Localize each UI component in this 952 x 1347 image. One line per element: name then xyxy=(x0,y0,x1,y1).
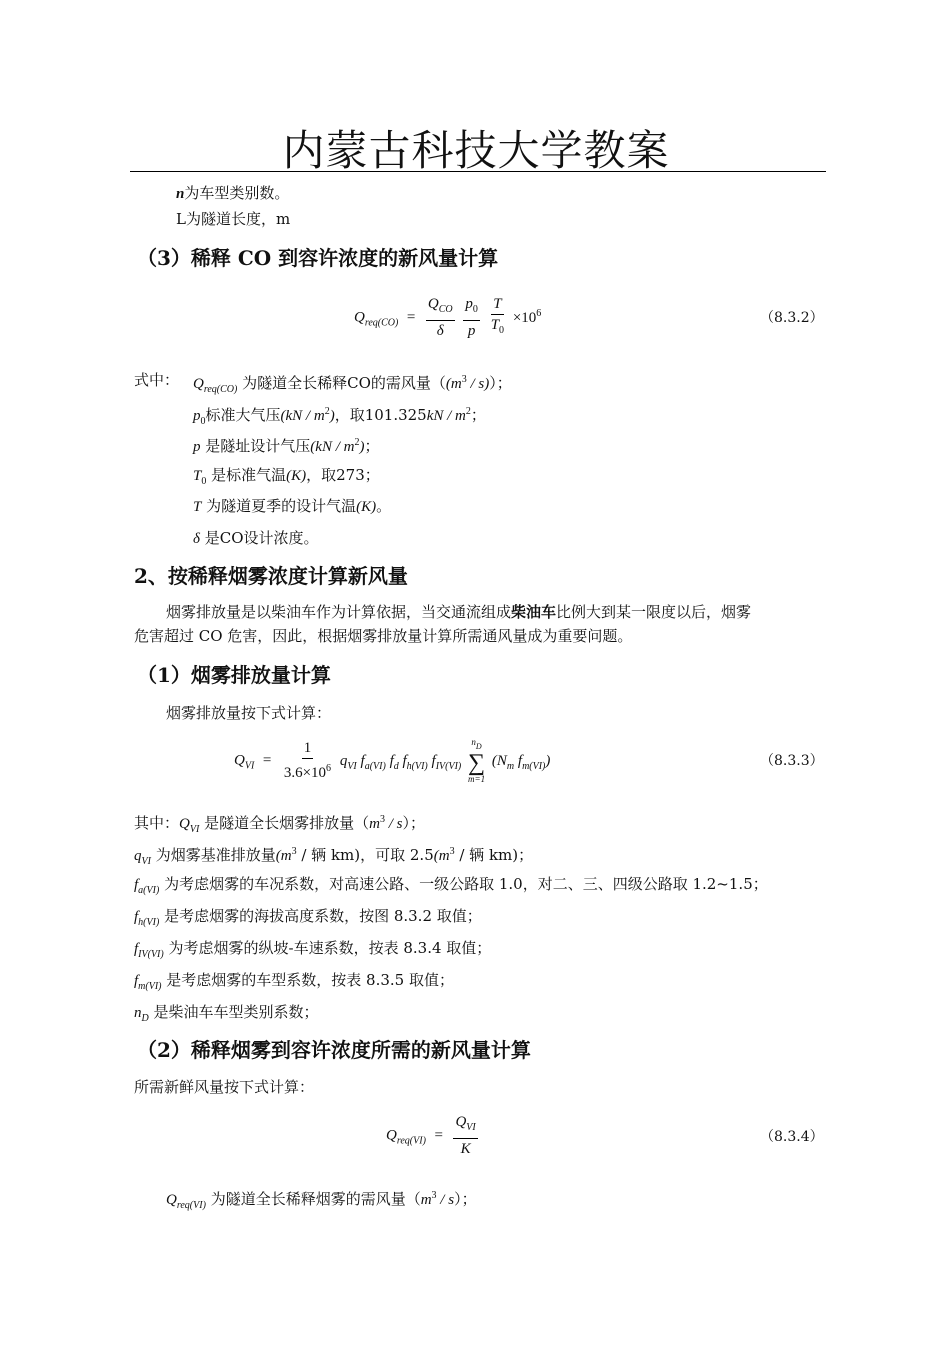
section-heading-smoke-dilution: （2）稀释烟雾到容许浓度所需的新风量计算 xyxy=(137,1038,531,1062)
delta-definition: δ 是CO设计浓度。 xyxy=(193,529,319,547)
fh-definition: $f_{h(VI)}$ 是考虑烟雾的海拔高度系数，按图 8.3.2 取值； xyxy=(134,907,482,928)
smoke-dilution-intro: 所需新鲜风量按下式计算： xyxy=(134,1078,315,1096)
n-definition: n为车型类别数。 xyxy=(176,184,290,202)
equation-number-8-3-2: （8.3.2） xyxy=(760,310,824,326)
equation-8-3-2: $Q_{req(CO)}$ = $\frac{Q_{CO}}{\delta}$ $\frac{p_0}{p}$ $\frac{T}{T_0}$ $\times 10^6$ xyxy=(354,296,542,339)
equation-number-8-3-3: （8.3.3） xyxy=(760,753,824,769)
nd-definition: $n_D$ 是柴油车车型类别系数； xyxy=(134,1003,319,1024)
q-req-co-definition: $Q_{req(CO)}$ 为隧道全长稀释CO的需风量$((m^3 / s))$； xyxy=(193,374,512,395)
equation-number-8-3-4: （8.3.4） xyxy=(760,1129,824,1145)
T0-definition: $T_0$ 是标准气温(K)，取273； xyxy=(193,466,380,487)
p0-definition: $p_0$标准大气压$(kN / m^2)$，取$101.325kN / m^2$； xyxy=(193,406,486,427)
section-heading-smoke-emission: （1）烟雾排放量计算 xyxy=(137,663,331,687)
smoke-paragraph-line1: 烟雾排放量是以柴油车作为计算依据，当交通流组成柴油车比例大到某一限度以后，烟雾 xyxy=(166,603,752,621)
p-definition: p 是隧址设计气压$(kN / m^2)$； xyxy=(193,437,380,455)
q-base-definition: $q_{VI}$ 为烟雾基准排放量($m^3$ / 辆 km)，可取 $2.5(m^3$ / 辆 km)； xyxy=(134,846,534,867)
q-req-vi-definition: $Q_{req(VI)}$ 为隧道全长稀释烟雾的需风量$(m^3 / s)$； xyxy=(166,1190,477,1211)
fiv-definition: $f_{IV(VI)}$ 为考虑烟雾的纵坡-车速系数，按表 8.3.4 取值； xyxy=(134,939,492,960)
equation-8-3-4: $Q_{req(VI)}$ = $\frac{Q_{VI}}{K}$ xyxy=(386,1114,476,1157)
qvi-definition: 其中：$Q_{VI}$ 是隧道全长烟雾排放量$(m^3 / s)$； xyxy=(134,814,425,835)
title-underline xyxy=(130,171,826,172)
section-heading-co: （3）稀释 CO 到容许浓度的新风量计算 xyxy=(137,246,499,270)
section-heading-smoke: 2、按稀释烟雾浓度计算新风量 xyxy=(134,564,408,588)
T-definition: T 为隧道夏季的设计气温(K)。 xyxy=(193,497,392,515)
L-definition: L为隧道长度，m xyxy=(176,210,291,228)
page-title: 内蒙古科技大学教案 xyxy=(282,126,670,175)
fa-definition: $f_{a(VI)}$ 为考虑烟雾的车况系数，对高速公路、一级公路取 1.0，对二、三、四级公路取 1.2~1.5； xyxy=(134,875,768,896)
fm-definition: $f_{m(VI)}$ 是考虑烟雾的车型系数，按表 8.3.5 取值； xyxy=(134,971,454,992)
where-label-co: 式中： xyxy=(134,371,180,389)
equation-8-3-3: $Q_{VI}$ = $\frac{1}{3.6\times 10^6}$ $q_{VI}$ $f_{a(VI)}$ $f_d$ $f_{h(VI)}$ $f_{IV(VI)}$ $n_D$ ∑ m=1 ($N_m$ $f_{m(VI)}$) xyxy=(234,737,551,784)
smoke-emission-intro: 烟雾排放量按下式计算： xyxy=(166,704,332,722)
smoke-paragraph-line2: 危害超过 CO 危害，因此，根据烟雾排放量计算所需通风量成为重要问题。 xyxy=(134,627,633,645)
